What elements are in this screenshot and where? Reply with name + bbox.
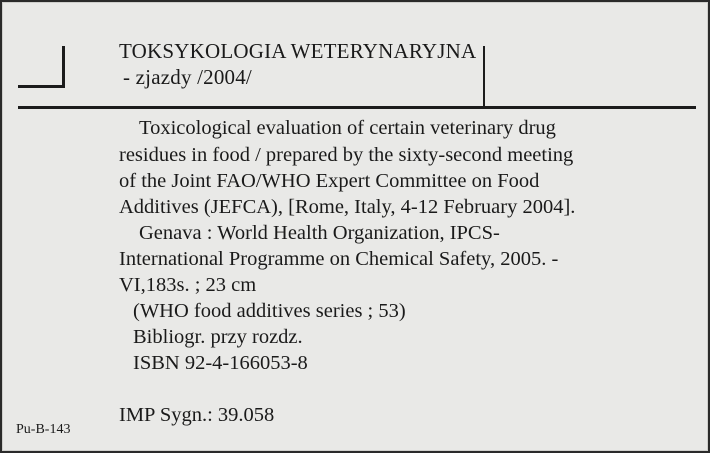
corner-mark-vertical [62, 46, 65, 88]
body-line-1: Toxicological evaluation of certain veterinary drug [139, 117, 556, 139]
corner-mark-horizontal [18, 85, 65, 88]
body-line-8: (WHO food additives series ; 53) [133, 300, 406, 322]
card-code: Pu-B-143 [16, 422, 71, 437]
body-line-6: International Programme on Chemical Safety, 2005. - [119, 248, 559, 270]
title-vertical-rule [483, 46, 485, 108]
body-line-4: Additives (JEFCA), [Rome, Italy, 4-12 February 2004]. [119, 196, 576, 218]
card-title: TOKSYKOLOGIA WETERYNARYJNA [119, 39, 477, 63]
body-line-10: ISBN 92-4-166053-8 [133, 352, 308, 374]
card-subtitle: - zjazdy /2004/ [123, 65, 252, 89]
header-divider [18, 106, 696, 109]
body-line-9: Bibliogr. przy rozdz. [133, 326, 303, 348]
body-line-3: of the Joint FAO/WHO Expert Committee on Food [119, 170, 540, 192]
body-line-2: residues in food / prepared by the sixty-second meeting [119, 144, 574, 166]
body-line-5: Genava : World Health Organization, IPCS- [139, 222, 500, 244]
signature-text: IMP Sygn.: 39.058 [119, 404, 275, 426]
catalog-card [2, 2, 708, 451]
body-line-7: VI,183s. ; 23 cm [119, 274, 257, 296]
